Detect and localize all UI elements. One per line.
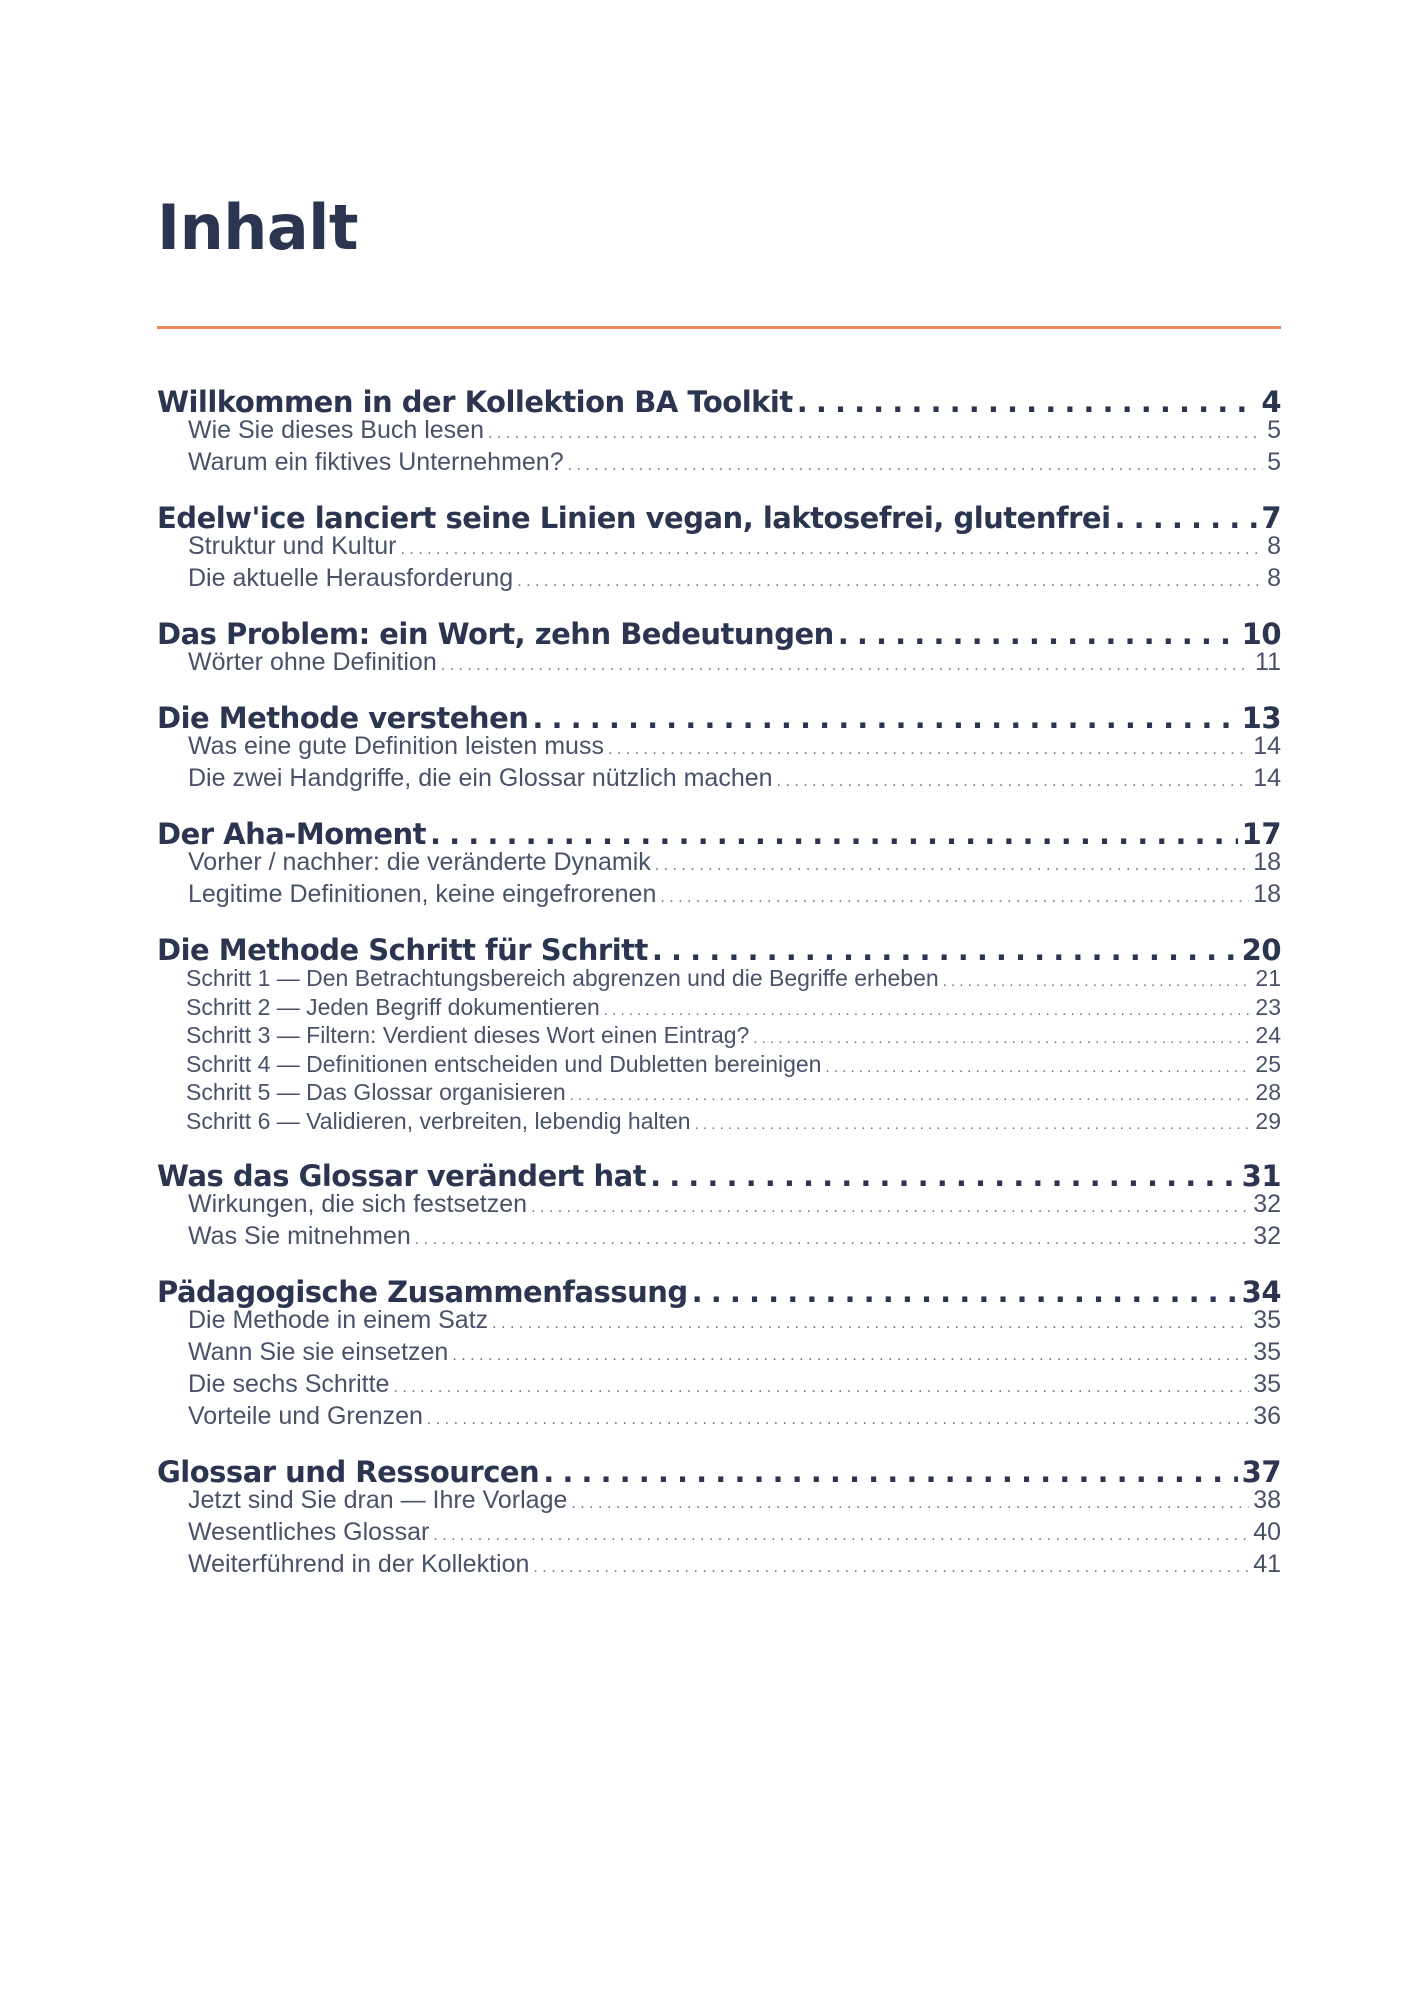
toc-step-title: Schritt 3 — Filtern: Verdient dieses Wort einen Eintrag? — [186, 1022, 750, 1049]
toc-step-page: 21 — [1255, 965, 1281, 991]
toc-step-title: Schritt 6 — Validieren, verbreiten, lebendig halten — [186, 1107, 691, 1134]
toc-chapter-entry[interactable] — [157, 702, 1281, 734]
toc-step-page: 28 — [1255, 1079, 1281, 1106]
toc-subentry-title: Vorteile und Grenzen — [188, 1401, 423, 1430]
dot-leader — [571, 1486, 1249, 1518]
toc-subentry-title: Wie Sie dieses Buch lesen — [188, 416, 484, 444]
toc-subentry-title: Die sechs Schritte — [188, 1369, 390, 1398]
table-of-contents — [157, 386, 1281, 1604]
dot-leader — [441, 648, 1251, 680]
toc-chapter-title: Die Methode Schritt für Schritt — [157, 933, 648, 967]
toc-subentry-title: Wesentliches Glossar — [188, 1517, 430, 1546]
toc-chapter-title: Glossar und Ressourcen — [157, 1454, 540, 1489]
toc-subentry-title: Was eine gute Definition leisten muss — [188, 732, 604, 760]
dot-leader — [695, 1109, 1252, 1138]
toc-subentry[interactable] — [157, 1518, 1281, 1550]
toc-subentry-title: Wann Sie sie einsetzen — [188, 1337, 449, 1366]
toc-subentry[interactable] — [157, 416, 1281, 448]
toc-step-entry[interactable] — [157, 1023, 1281, 1052]
toc-chapter-page: 13 — [1241, 701, 1281, 735]
toc-step-title: Schritt 5 — Das Glossar organisieren — [186, 1079, 566, 1106]
dot-leader — [692, 1276, 1238, 1308]
toc-subentry[interactable] — [157, 564, 1281, 596]
dot-leader — [650, 1160, 1238, 1192]
toc-chapter-page: 31 — [1241, 1158, 1281, 1193]
dot-leader — [415, 1222, 1249, 1254]
dot-leader — [1115, 502, 1258, 534]
dot-leader — [604, 995, 1252, 1024]
toc-subentry-page: 35 — [1253, 1369, 1281, 1398]
dot-leader — [393, 1370, 1249, 1402]
toc-subentry[interactable] — [157, 1370, 1281, 1402]
toc-step-entry[interactable] — [157, 1052, 1281, 1081]
dot-leader — [943, 966, 1252, 995]
dot-leader — [753, 1023, 1251, 1052]
dot-leader — [517, 564, 1263, 596]
toc-chapter-title: Willkommen in der Kollektion BA Toolkit — [157, 385, 793, 419]
toc-subentry-page: 14 — [1253, 732, 1281, 760]
toc-subentry-page: 35 — [1253, 1305, 1281, 1334]
toc-chapter-page: 17 — [1241, 817, 1281, 851]
toc-chapter-title: Die Methode verstehen — [157, 701, 529, 735]
toc-section — [157, 1160, 1281, 1254]
toc-chapter-entry[interactable] — [157, 386, 1281, 418]
toc-subentry[interactable] — [157, 1306, 1281, 1338]
dot-leader — [492, 1306, 1249, 1338]
toc-chapter-title: Pädagogische Zusammenfassung — [157, 1274, 688, 1309]
toc-chapter-entry[interactable] — [157, 934, 1281, 966]
toc-subentry-title: Legitime Definitionen, keine eingefrorenen — [188, 880, 657, 908]
dot-leader — [427, 1402, 1249, 1434]
toc-subentry[interactable] — [157, 732, 1281, 764]
dot-leader — [543, 1456, 1237, 1488]
toc-chapter-entry[interactable] — [157, 1276, 1281, 1308]
toc-subentry-page: 5 — [1267, 448, 1281, 476]
dot-leader — [488, 416, 1263, 448]
dot-leader — [531, 1190, 1249, 1222]
toc-subentry-page: 41 — [1253, 1549, 1281, 1578]
toc-subentry-title: Die Methode in einem Satz — [188, 1305, 489, 1334]
toc-subentry[interactable] — [157, 648, 1281, 680]
dot-leader — [568, 448, 1263, 480]
toc-step-page: 24 — [1255, 1022, 1281, 1049]
toc-subentry-page: 32 — [1253, 1189, 1281, 1218]
toc-subentry-title: Struktur und Kultur — [188, 532, 397, 560]
toc-section — [157, 818, 1281, 912]
toc-subentry-page: 35 — [1253, 1337, 1281, 1366]
toc-step-page: 25 — [1255, 1050, 1281, 1077]
toc-subentry-page: 40 — [1253, 1517, 1281, 1546]
toc-subentry-page: 18 — [1253, 848, 1281, 876]
toc-subentry[interactable] — [157, 1550, 1281, 1582]
toc-section — [157, 618, 1281, 680]
dot-leader — [652, 934, 1238, 966]
toc-subentry-page: 14 — [1253, 764, 1281, 792]
page-title: Inhalt — [157, 191, 359, 264]
toc-chapter-title: Das Problem: ein Wort, zehn Bedeutungen — [157, 617, 834, 651]
toc-subentry[interactable] — [157, 1486, 1281, 1518]
toc-chapter-page: 34 — [1241, 1274, 1281, 1309]
toc-section — [157, 502, 1281, 596]
toc-subentry-title: Vorher / nachher: die veränderte Dynamik — [188, 848, 651, 876]
toc-section — [157, 1276, 1281, 1434]
toc-chapter-title: Edelw'ice lanciert seine Linien vegan, laktosefrei, glutenfrei — [157, 501, 1111, 535]
toc-chapter-page: 37 — [1241, 1454, 1281, 1489]
toc-subentry-title: Was Sie mitnehmen — [188, 1221, 411, 1250]
dot-leader — [400, 532, 1263, 564]
toc-step-entry[interactable] — [157, 1109, 1281, 1138]
toc-subentry-page: 36 — [1253, 1401, 1281, 1430]
dot-leader — [430, 818, 1238, 850]
toc-step-page: 23 — [1255, 993, 1281, 1020]
dot-leader — [608, 732, 1249, 764]
toc-subentry[interactable] — [157, 764, 1281, 796]
toc-subentry-page: 8 — [1267, 532, 1281, 560]
toc-chapter-entry[interactable] — [157, 502, 1281, 534]
toc-subentry-page: 38 — [1253, 1485, 1281, 1514]
toc-subentry-title: Jetzt sind Sie dran — Ihre Vorlage — [188, 1485, 568, 1514]
toc-step-page: 29 — [1255, 1107, 1281, 1134]
toc-subentry[interactable] — [157, 448, 1281, 480]
toc-subentry[interactable] — [157, 1190, 1281, 1222]
toc-subentry[interactable] — [157, 848, 1281, 880]
dot-leader — [655, 848, 1249, 880]
toc-subentry-page: 18 — [1253, 880, 1281, 908]
toc-step-title: Schritt 2 — Jeden Begriff dokumentieren — [186, 993, 600, 1020]
toc-chapter-page: 10 — [1241, 617, 1281, 651]
toc-chapter-title: Was das Glossar verändert hat — [157, 1158, 647, 1193]
toc-section — [157, 1456, 1281, 1582]
title-divider — [157, 326, 1281, 329]
toc-subentry-page: 11 — [1255, 648, 1281, 676]
dot-leader — [660, 880, 1249, 912]
dot-leader — [777, 764, 1250, 796]
toc-subentry[interactable] — [157, 1222, 1281, 1254]
toc-chapter-page: 7 — [1261, 501, 1281, 535]
dot-leader — [797, 386, 1258, 418]
toc-subentry-title: Die zwei Handgriffe, die ein Glossar nützlich machen — [188, 764, 773, 792]
dot-leader — [532, 702, 1237, 734]
toc-subentry-page: 8 — [1267, 564, 1281, 592]
dot-leader — [533, 1550, 1249, 1582]
toc-chapter-entry[interactable] — [157, 818, 1281, 850]
toc-section — [157, 702, 1281, 796]
toc-subentry-title: Die aktuelle Herausforderung — [188, 564, 514, 592]
toc-subentry[interactable] — [157, 1402, 1281, 1434]
toc-section — [157, 386, 1281, 480]
toc-subentry-title: Wörter ohne Definition — [188, 648, 437, 676]
toc-chapter-page: 4 — [1261, 385, 1281, 419]
toc-subentry-title: Warum ein fiktives Unternehmen? — [188, 448, 564, 476]
toc-chapter-entry[interactable] — [157, 1456, 1281, 1488]
dot-leader — [825, 1052, 1251, 1081]
dot-leader — [452, 1338, 1249, 1370]
toc-section — [157, 934, 1281, 1138]
dot-leader — [838, 618, 1238, 650]
toc-step-entry[interactable] — [157, 1080, 1281, 1109]
dot-leader — [570, 1080, 1252, 1109]
toc-subentry[interactable] — [157, 1338, 1281, 1370]
toc-subentry[interactable] — [157, 880, 1281, 912]
toc-subentry-title: Weiterführend in der Kollektion — [188, 1549, 530, 1578]
toc-chapter-page: 20 — [1241, 933, 1281, 967]
toc-chapter-entry[interactable] — [157, 618, 1281, 650]
dot-leader — [433, 1518, 1249, 1550]
toc-step-entry[interactable] — [157, 966, 1281, 995]
toc-subentry-title: Wirkungen, die sich festsetzen — [188, 1189, 528, 1218]
toc-step-title: Schritt 1 — Den Betrachtungsbereich abgrenzen und die Begriffe erheben — [186, 965, 939, 991]
toc-step-title: Schritt 4 — Definitionen entscheiden und Dubletten bereinigen — [186, 1050, 822, 1077]
toc-chapter-title: Der Aha-Moment — [157, 817, 427, 851]
toc-subentry-page: 5 — [1267, 416, 1281, 444]
toc-step-entry[interactable] — [157, 995, 1281, 1024]
toc-subentry-page: 32 — [1253, 1221, 1281, 1250]
toc-chapter-entry[interactable] — [157, 1160, 1281, 1192]
toc-subentry[interactable] — [157, 532, 1281, 564]
